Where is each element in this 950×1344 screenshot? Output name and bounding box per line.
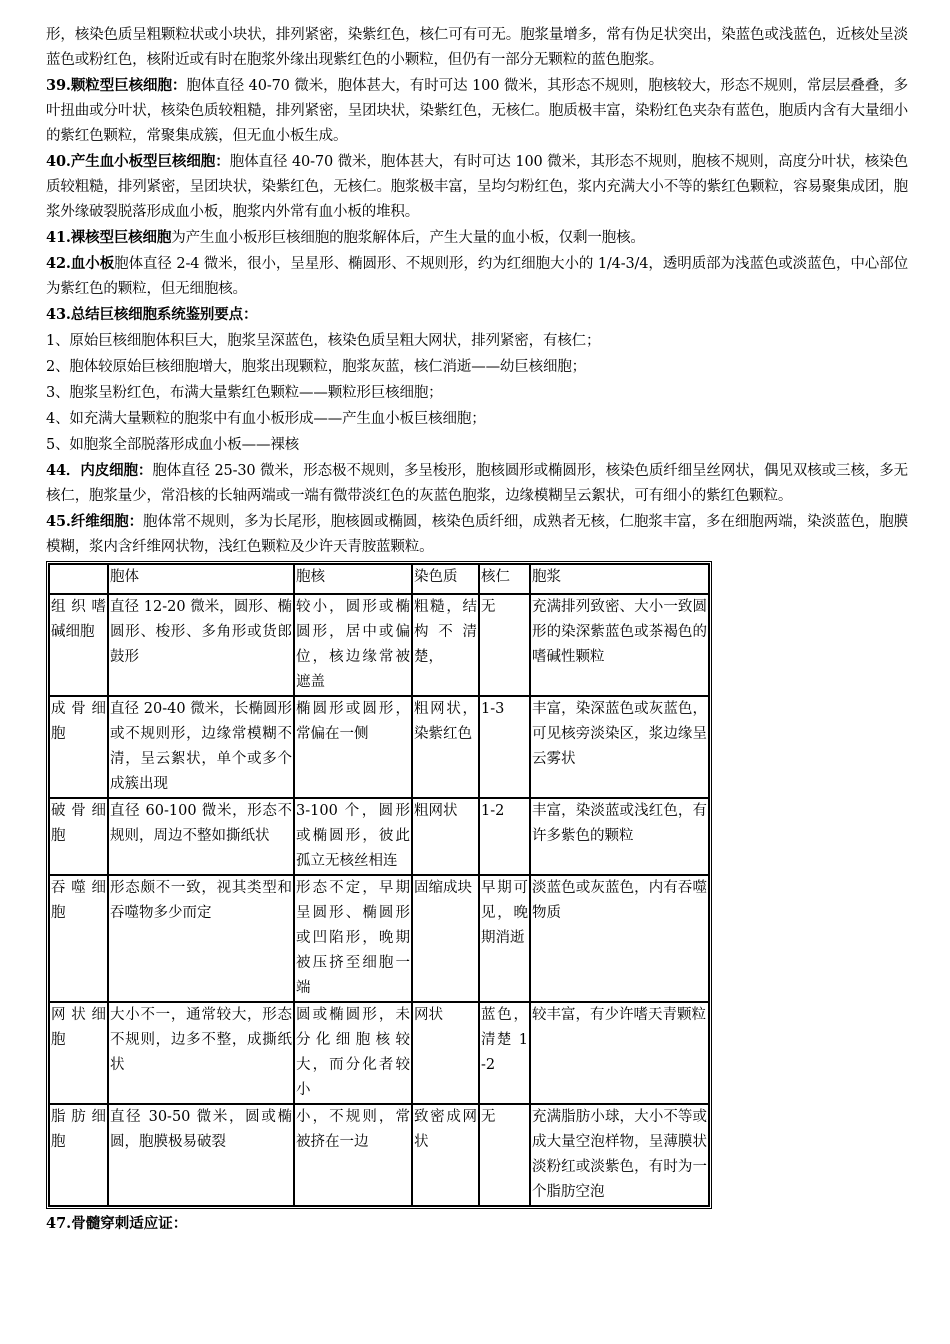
paragraph-naked-nucleus-megakaryocyte: 41.裸核型巨核细胞为产生血小板形巨核细胞的胞浆解体后，产生大量的血小板，仅剩一胞核。 xyxy=(46,229,645,246)
table-cell: 网状 xyxy=(412,1002,479,1104)
table-cell: 大小不一，通常较大，形态不规则，边多不整，成撕纸状 xyxy=(108,1002,294,1104)
header-cell-nucleus: 胞核 xyxy=(294,564,412,594)
table-row xyxy=(49,696,709,798)
table-cell: 形态不定，早期呈圆形、椭圆形或凹陷形，晚期被压挤至细胞一端 xyxy=(294,875,412,1002)
summary-point-1: 1、原始巨核细胞体积巨大，胞浆呈深蓝色，核染色质呈粗大网状，排列紧密，有核仁； xyxy=(46,333,601,349)
table-cell: 脂肪细胞 xyxy=(49,1104,108,1206)
table-cell: 组织嗜碱细胞 xyxy=(49,594,108,696)
table-cell: 1-2 xyxy=(479,798,530,875)
paragraph-list xyxy=(46,22,908,560)
table-cell: 无 xyxy=(479,1104,530,1206)
table-cell: 丰富，染淡蓝或浅红色，有许多紫色的颗粒 xyxy=(530,798,709,875)
header-cell-chromatin: 染色质 xyxy=(412,564,479,594)
table-cell: 丰富，染深蓝色或灰蓝色，可见核旁淡染区，浆边缘呈云雾状 xyxy=(530,696,709,798)
header-cell-cytoplasm: 胞浆 xyxy=(530,564,709,594)
table-cell: 粗糙，结构不清楚， xyxy=(412,594,479,696)
paragraph-summary-heading: 43.总结巨核细胞系统鉴别要点： xyxy=(46,306,258,323)
trailing-heading: 47.骨髓穿刺适应证： xyxy=(46,1215,188,1232)
table-cell: 直径 30-50 微米，圆或椭圆，胞膜极易破裂 xyxy=(108,1104,294,1206)
table-row xyxy=(49,798,709,875)
paragraph-fibrocyte: 45.纤维细胞：胞体常不规则，多为长尾形，胞核圆或椭圆，核染色质纤细，成熟者无核，仁胞浆丰富，多在细胞两端，染淡蓝色，胞膜模糊，浆内含纤维网状物，浅红色颗粒及少许天青胺蓝颗粒。 xyxy=(46,513,909,555)
table-cell: 固缩成块 xyxy=(412,875,479,1002)
cell-comparison-table xyxy=(46,561,712,1209)
table-cell: 粗网状 xyxy=(412,798,479,875)
table-cell: 充满脂肪小球，大小不等或成大量空泡样物，呈薄膜状淡粉红或淡紫色，有时为一个脂肪空泡 xyxy=(530,1104,709,1206)
table-cell: 直径 12-20 微米，圆形、椭圆形、梭形、多角形或货郎鼓形 xyxy=(108,594,294,696)
table-cell: 较小，圆形或椭圆形，居中或偏位，核边缘常被遮盖 xyxy=(294,594,412,696)
table-cell: 形态颇不一致，视其类型和吞噬物多少而定 xyxy=(108,875,294,1002)
table-cell: 淡蓝色或灰蓝色，内有吞噬物质 xyxy=(530,875,709,1002)
document-page xyxy=(46,22,908,1236)
table-cell: 网状细胞 xyxy=(49,1002,108,1104)
header-cell-nucleolus: 核仁 xyxy=(479,564,530,594)
table-cell: 蓝色，清楚 1-2 xyxy=(479,1002,530,1104)
summary-point-4: 4、如充满大量颗粒的胞浆中有血小板形成——产生血小板巨核细胞； xyxy=(46,411,486,427)
table-cell: 无 xyxy=(479,594,530,696)
paragraph-cell-description-continued: 形，核染色质呈粗颗粒状或小块状，排列紧密，染紫红色，核仁可有可无。胞浆量增多，常有伪足状突出，染蓝色或浅蓝色，近核处呈淡蓝色或粉红色，核附近或有时在胞浆外缘出现紫红色的小颗粒，但仍有一部分无颗粒的蓝色胞浆。 xyxy=(46,27,908,68)
table-cell: 椭圆形或圆形，常偏在一侧 xyxy=(294,696,412,798)
table-cell: 充满排列致密、大小一致圆形的染深紫蓝色或茶褐色的嗜碱性颗粒 xyxy=(530,594,709,696)
table-cell: 直径 20-40 微米，长椭圆形或不规则形，边缘常模糊不清，呈云絮状，单个或多个成簇出现 xyxy=(108,696,294,798)
table-cell: 直径 60-100 微米，形态不规则，周边不整如撕纸状 xyxy=(108,798,294,875)
summary-point-3: 3、胞浆呈粉红色，布满大量紫红色颗粒——颗粒形巨核细胞； xyxy=(46,385,443,401)
table-row xyxy=(49,875,709,1002)
table-cell: 吞噬细胞 xyxy=(49,875,108,1002)
header-cell-blank xyxy=(49,564,108,594)
table-header-row xyxy=(49,564,709,594)
paragraph-endothelial-cell: 44．内皮细胞：胞体直径 25-30 微米，形态极不规则，多呈梭形，胞核圆形或椭圆形，核染色质纤细呈丝网状，偶见双核或三核，多无核仁，胞浆量少，常沿核的长轴两端或一端有微带淡红色的灰蓝色胞浆，边缘模糊呈云絮状，可有细小的紫红色颗粒。 xyxy=(46,462,908,504)
table-cell: 早期可见，晚期消逝 xyxy=(479,875,530,1002)
header-cell-cell-body: 胞体 xyxy=(108,564,294,594)
paragraph-granular-megakaryocyte: 39.颗粒型巨核细胞：胞体直径 40-70 微米，胞体甚大，有时可达 100 微米，其形态不规则，胞核较大，形态不规则，常层层叠叠，多叶扭曲或分叶状，核染色质较粗糙，排列紧密，呈团块状，染紫红色，无核仁。胞质极丰富，染粉红色夹杂有蓝色，胞质内含有大量细小的紫红色颗粒，常聚集成簇，但无血小板生成。 xyxy=(46,77,909,144)
paragraph-platelet-producing-megakaryocyte: 40.产生血小板型巨核细胞：胞体直径 40-70 微米，胞体甚大，有时可达 100 微米，其形态不规则，胞核不规则，高度分叶状，核染色质较粗糙，排列紧密，呈团块状，染紫红色，无核仁。胞浆极丰富，呈均匀粉红色，浆内充满大小不等的紫红色颗粒，容易聚集成团，胞浆外缘破裂脱落形成血小板，胞浆内外常有血小板的堆积。 xyxy=(46,153,908,220)
table-cell: 圆或椭圆形，未分化细胞核较大，而分化者较小 xyxy=(294,1002,412,1104)
table-cell: 致密成网状 xyxy=(412,1104,479,1206)
table-cell: 破骨细胞 xyxy=(49,798,108,875)
table-cell: 小，不规则，常被挤在一边 xyxy=(294,1104,412,1206)
table-cell: 成骨细胞 xyxy=(49,696,108,798)
table-cell: 较丰富，有少许嗜天青颗粒 xyxy=(530,1002,709,1104)
table-row xyxy=(49,1002,709,1104)
summary-point-2: 2、胞体较原始巨核细胞增大，胞浆出现颗粒，胞浆灰蓝，核仁消逝——幼巨核细胞； xyxy=(46,359,587,375)
table-cell: 粗网状，染紫红色 xyxy=(412,696,479,798)
table-row xyxy=(49,594,709,696)
summary-point-5: 5、如胞浆全部脱落形成血小板——裸核 xyxy=(46,437,300,453)
table-cell: 3-100 个，圆形或椭圆形，彼此孤立无核丝相连 xyxy=(294,798,412,875)
paragraph-platelet: 42.血小板胞体直径 2-4 微米，很小，呈星形、椭圆形、不规则形，约为红细胞大小的 1/4-3/4，透明质部为浅蓝色或淡蓝色，中心部位为紫红色的颗粒，但无细胞核。 xyxy=(46,255,909,297)
table-row xyxy=(49,1104,709,1206)
table-cell: 1-3 xyxy=(479,696,530,798)
